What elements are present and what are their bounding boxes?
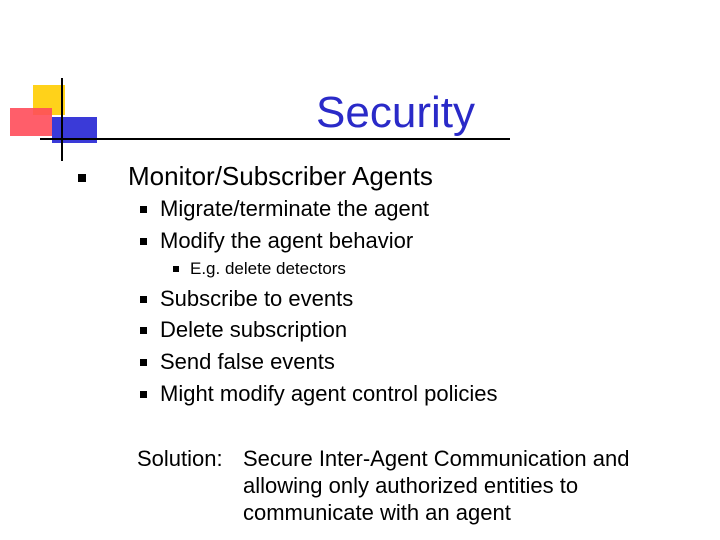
square-bullet-icon [140, 206, 147, 213]
solution-block [137, 445, 629, 526]
square-bullet-icon [140, 327, 147, 334]
solution-row [137, 472, 629, 499]
square-bullet-icon [140, 391, 147, 398]
solution-line: allowing only authorized entities to [243, 473, 579, 498]
solution-row [137, 445, 629, 472]
solution-label: Solution: [137, 446, 223, 471]
list-item: Delete subscription [160, 317, 348, 342]
list-item: Might modify agent control policies [160, 381, 498, 406]
solution-row [137, 499, 629, 526]
list-item: Modify the agent behavior [160, 228, 414, 253]
slide-title: Security [316, 88, 475, 137]
square-bullet-icon [78, 174, 86, 182]
list-item: Send false events [160, 349, 335, 374]
solution-line: communicate with an agent [243, 500, 511, 525]
square-bullet-icon [140, 359, 147, 366]
list-item: Subscribe to events [160, 286, 354, 311]
square-bullet-icon [173, 266, 179, 272]
title-rule [40, 138, 510, 140]
logo-vertical-line [61, 78, 63, 161]
list-item: Migrate/terminate the agent [160, 196, 430, 221]
logo-red-square [10, 108, 52, 136]
slide-logo [0, 0, 100, 170]
bullet-heading: Monitor/Subscriber Agents [128, 161, 433, 191]
sub-list-item: E.g. delete detectors [190, 259, 346, 278]
solution-line: Secure Inter-Agent Communication and [243, 446, 630, 471]
square-bullet-icon [140, 296, 147, 303]
square-bullet-icon [140, 238, 147, 245]
